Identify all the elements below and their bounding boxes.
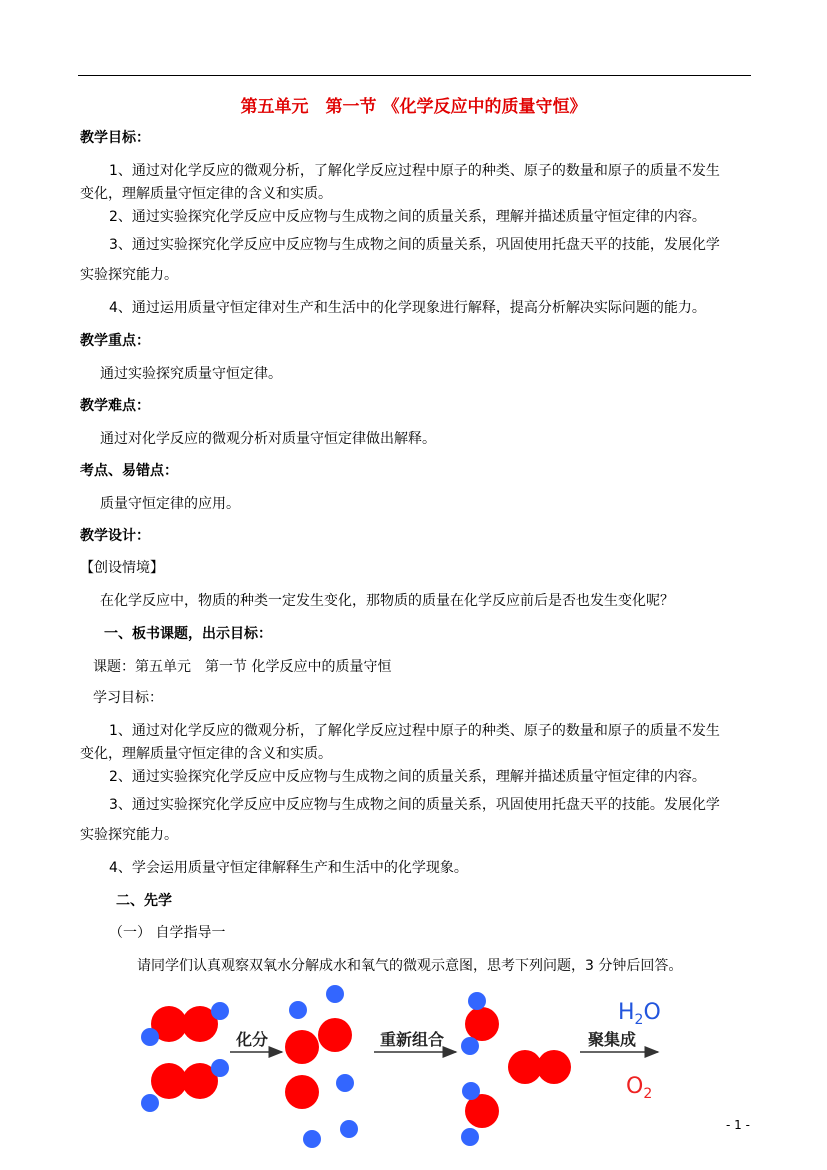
oxygen-atom — [465, 1007, 499, 1041]
topic-text: 课题：第五单元 第一节 化学反应中的质量守恒 — [93, 659, 392, 675]
scenario-heading: 【创设情境】 — [80, 560, 164, 576]
oxygen-atom — [151, 1063, 187, 1099]
molecule-diagram — [130, 985, 670, 1165]
hydrogen-atom — [461, 1128, 479, 1146]
goal-4: 4、通过运用质量守恒定律对生产和生活中的化学现象进行解释，提高分析解决实际问题的能力。 — [109, 300, 706, 316]
difficulty-text: 通过对化学反应的微观分析对质量守恒定律做出解释。 — [100, 431, 436, 447]
learn-goal-2: 2、通过实验探究化学反应中反应物与生成物之间的质量关系，理解并描述质量守恒定律的内容。 — [109, 769, 706, 785]
hydrogen-atom — [211, 1059, 229, 1077]
page-number: - 1 - — [726, 1118, 750, 1132]
difficulty-heading: 教学难点： — [80, 398, 150, 414]
oxygen-atom — [318, 1018, 352, 1052]
guide-text: 请同学们认真观察双氧水分解成水和氧气的微观示意图，思考下列问题，3 分钟后回答。 — [137, 958, 683, 974]
learn-goal-1-cont: 变化，理解质量守恒定律的含义和实质。 — [80, 746, 332, 762]
hydrogen-atom — [303, 1130, 321, 1148]
hydrogen-atom — [141, 1028, 159, 1046]
learn-goal-4: 4、学会运用质量守恒定律解释生产和生活中的化学现象。 — [109, 860, 468, 876]
oxygen-atom — [508, 1050, 542, 1084]
separated-atoms — [285, 985, 358, 1148]
goals-heading: 教学目标： — [80, 130, 150, 146]
guide-heading: （一） 自学指导一 — [109, 925, 226, 941]
step3-label: 聚集成 — [588, 1030, 637, 1049]
hydrogen-atom — [326, 985, 344, 1003]
oxygen-atom — [285, 1075, 319, 1109]
step2-label: 重新组合 — [380, 1030, 445, 1049]
hydrogen-atom — [462, 1082, 480, 1100]
oxygen-atom — [285, 1030, 319, 1064]
part1-heading: 一、板书课题，出示目标： — [104, 626, 272, 642]
learn-goal-3: 3、通过实验探究化学反应中反应物与生成物之间的质量关系，巩固使用托盘天平的技能。发展化学 — [109, 797, 720, 813]
scenario-text: 在化学反应中，物质的种类一定发生变化，那物质的质量在化学反应前后是否也发生变化呢？ — [100, 593, 674, 609]
exam-text: 质量守恒定律的应用。 — [100, 496, 240, 512]
oxygen-formula: $O_2$ — [626, 1074, 653, 1102]
hydrogen-atom — [340, 1120, 358, 1138]
step1-label: 化分 — [236, 1030, 269, 1049]
hydrogen-atom — [289, 1001, 307, 1019]
hydrogen-atom — [211, 1002, 229, 1020]
hydrogen-atom — [141, 1094, 159, 1112]
learn-goal-3-cont: 实验探究能力。 — [80, 827, 178, 843]
reactant-molecule-top — [141, 1002, 229, 1046]
hydrogen-atom — [336, 1074, 354, 1092]
learn-heading: 学习目标： — [93, 690, 163, 706]
goal-1-cont: 变化，理解质量守恒定律的含义和实质。 — [80, 186, 332, 202]
oxygen-molecule — [508, 1050, 571, 1084]
goal-3-cont: 实验探究能力。 — [80, 267, 178, 283]
goal-2: 2、通过实验探究化学反应中反应物与生成物之间的质量关系，理解并描述质量守恒定律的内容。 — [109, 209, 706, 225]
part2-heading: 二、先学 — [116, 893, 172, 909]
goal-3: 3、通过实验探究化学反应中反应物与生成物之间的质量关系，巩固使用托盘天平的技能，发展化学 — [109, 237, 720, 253]
reactant-molecule-bottom — [141, 1059, 229, 1112]
hydrogen-atom — [468, 992, 486, 1010]
page-title: 第五单元 第一节 《化学反应中的质量守恒》 — [240, 97, 587, 117]
focus-heading: 教学重点： — [80, 333, 150, 349]
hydrogen-atom — [461, 1037, 479, 1055]
water-molecule-top — [461, 992, 499, 1055]
oxygen-atom — [537, 1050, 571, 1084]
design-heading: 教学设计： — [80, 528, 150, 544]
exam-heading: 考点、易错点： — [80, 463, 178, 479]
water-molecule-bottom — [461, 1082, 499, 1146]
learn-goal-1: 1、通过对化学反应的微观分析，了解化学反应过程中原子的种类、原子的数量和原子的质量不发生 — [109, 723, 720, 739]
water-formula: $H_2O$ — [618, 1000, 661, 1028]
focus-text: 通过实验探究质量守恒定律。 — [100, 366, 282, 382]
goal-1: 1、通过对化学反应的微观分析，了解化学反应过程中原子的种类、原子的数量和原子的质量不发生 — [109, 163, 720, 179]
header-rule — [78, 75, 751, 76]
